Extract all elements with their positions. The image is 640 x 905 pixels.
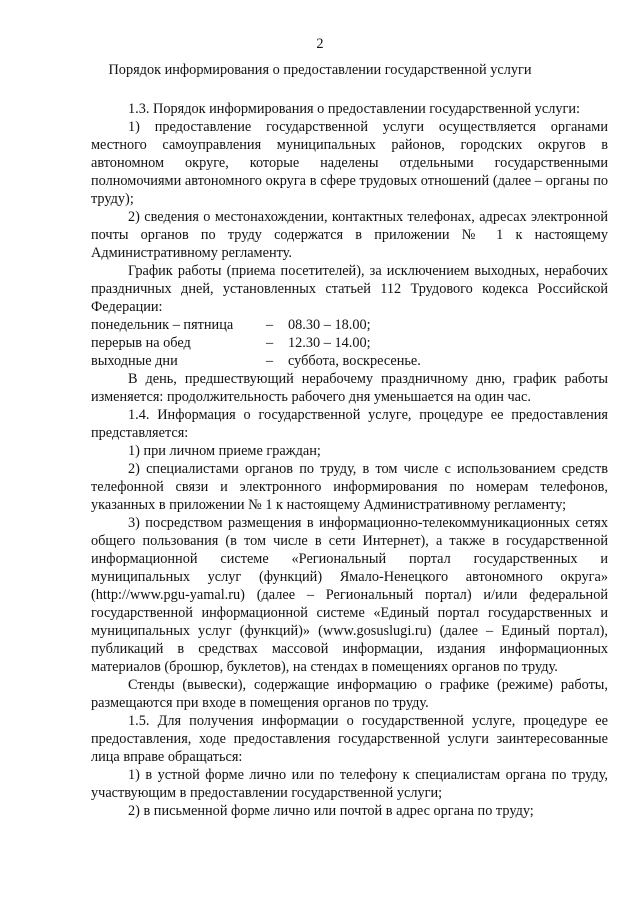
- paragraph-stands: Стенды (вывески), содержащие информацию о графике (режиме) работы, размещаются при входе в помещения органов по труду.: [91, 677, 608, 711]
- paragraph-item-1: 1) предоставление государственной услуги осуществляется органами местного самоуправления муниципальных районов, городских округов в автономном округе, которые наделены отдельными государственными полномочиями автономного округа в сфере трудовых отношений (далее – органы по труду);: [91, 119, 608, 207]
- page-number: 2: [316, 36, 324, 52]
- schedule-label: понедельник – пятница: [91, 317, 234, 333]
- schedule-value: суббота, воскресенье.: [288, 353, 421, 369]
- paragraph-1-5: 1.5. Для получения информации о государственной услуге, процедуре ее предоставления, ходе предоставления государственной услуги заинтересованные лица вправе обращаться:: [91, 713, 608, 765]
- paragraph-item-1-personal: 1) при личном приеме граждан;: [128, 443, 321, 459]
- schedule-label: перерыв на обед: [91, 335, 191, 351]
- paragraph-oral-form: 1) в устной форме лично или по телефону к специалистам органа по труду, участвующим в предоставлении государственной услуги;: [91, 767, 608, 801]
- paragraph-1-3: 1.3. Порядок информирования о предоставлении государственной услуги:: [128, 101, 581, 117]
- schedule-value: 12.30 – 14.00;: [288, 335, 371, 351]
- schedule-row: [91, 316, 421, 334]
- schedule-table: [91, 316, 421, 370]
- paragraph-written-form: 2) в письменной форме лично или почтой в адрес органа по труду;: [128, 803, 534, 819]
- paragraph-item-2: 2) сведения о местонахождении, контактных телефонах, адресах электронной почты органов по труду содержатся в приложении № 1 к настоящему Административному регламенту.: [91, 209, 608, 261]
- section-heading: Порядок информирования о предоставлении государственной услуги: [108, 62, 532, 78]
- schedule-dash: –: [266, 353, 274, 369]
- paragraph-item-2-specialists: 2) специалистами органов по труду, в том числе с использованием средств телефонной связи и электронного информирования по номерам телефонов, указанных в приложении № 1 к настоящему Административному регламенту;: [91, 461, 608, 513]
- schedule-row: [91, 334, 421, 352]
- paragraph-item-3-internet: 3) посредством размещения в информационно-телекоммуникационных сетях общего пользования (в том числе в сети Интернет), а также в государственной информационной системе «Региональный портал государственных и муниципальных услуг (функций) Ямало-Ненецкого автономного округа» (http://www.pgu-yamal.ru) (далее – Региональный портал) и/или федеральной государственной информационной системе «Единый портал государственных и муниципальных услуг (функций)» (www.gosuslugi.ru) (далее – Единый портал), публикаций в средствах массовой информации, издания информационных материалов (брошюр, буклетов), на стендах в помещениях органов по труду.: [91, 515, 608, 675]
- document-body: [91, 100, 608, 820]
- schedule-dash: –: [266, 317, 274, 333]
- schedule-value: 08.30 – 18.00;: [288, 317, 371, 333]
- schedule-dash: –: [266, 335, 274, 351]
- paragraph-1-4: 1.4. Информация о государственной услуге, процедуре ее предоставления представляется:: [91, 407, 608, 441]
- schedule-row: [91, 352, 421, 370]
- schedule-label: выходные дни: [91, 353, 178, 369]
- paragraph-schedule-intro: График работы (приема посетителей), за исключением выходных, нерабочих праздничных дней, установленных статьей 112 Трудового кодекса Российской Федерации:: [91, 263, 608, 315]
- paragraph-holiday-note: В день, предшествующий нерабочему праздничному дню, график работы изменяется: продолжительность рабочего дня уменьшается на один час.: [91, 371, 608, 405]
